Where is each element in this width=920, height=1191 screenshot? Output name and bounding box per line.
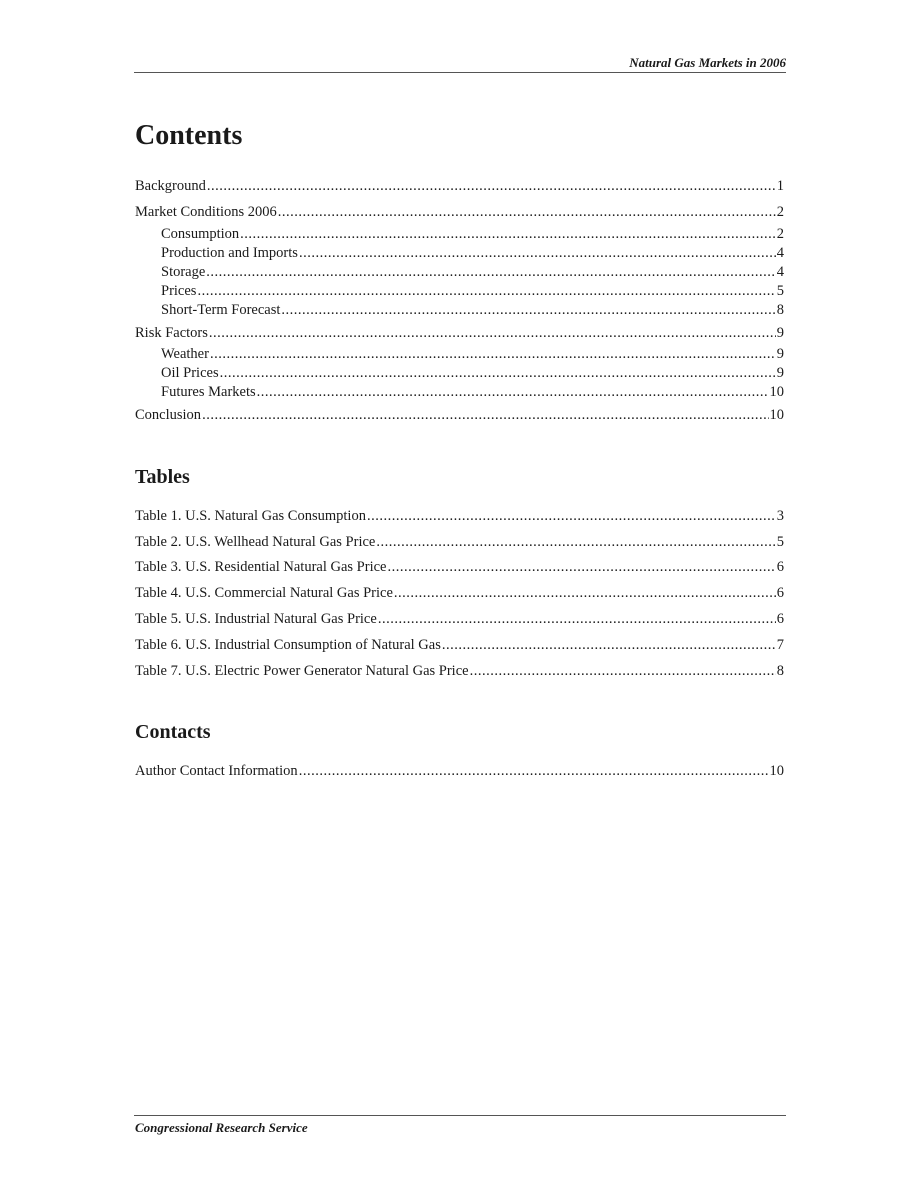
dot-leader	[207, 177, 776, 195]
toc-entry-prices[interactable]	[161, 282, 784, 300]
toc-label: Futures Markets	[161, 384, 256, 400]
table-entry-5[interactable]	[135, 610, 784, 628]
toc-entry-consumption[interactable]	[161, 225, 784, 243]
page-header	[134, 52, 786, 73]
dot-leader	[281, 301, 775, 319]
toc-page-number: 2	[776, 226, 784, 242]
table-entry-6[interactable]	[135, 636, 784, 654]
footer-org-name: Congressional Research Service	[135, 1120, 308, 1135]
toc-label: Table 7. U.S. Electric Power Generator Natural Gas Price	[135, 663, 469, 679]
toc-page-number: 9	[776, 346, 784, 362]
toc-label: Prices	[161, 283, 197, 299]
contents-heading: Contents	[135, 120, 243, 151]
running-title: Natural Gas Markets in 2006	[629, 55, 786, 70]
toc-page-number: 2	[776, 204, 784, 220]
toc-label: Table 5. U.S. Industrial Natural Gas Price	[135, 611, 377, 627]
dot-leader	[442, 636, 776, 654]
toc-page-number: 4	[776, 245, 784, 261]
table-entry-1[interactable]	[135, 507, 784, 525]
page-footer	[134, 1115, 786, 1135]
dot-leader	[394, 584, 776, 602]
toc-page-number: 6	[776, 585, 784, 601]
dot-leader	[257, 383, 769, 401]
dot-leader	[210, 345, 776, 363]
dot-leader	[220, 364, 776, 382]
toc-label: Storage	[161, 264, 206, 280]
toc-page-number: 5	[776, 534, 784, 550]
dot-leader	[209, 324, 776, 342]
dot-leader	[299, 244, 776, 262]
dot-leader	[378, 610, 776, 628]
toc-label: Production and Imports	[161, 245, 298, 261]
tables-heading: Tables	[135, 466, 190, 488]
toc-label: Table 3. U.S. Residential Natural Gas Price	[135, 559, 387, 575]
toc-entry-futures-markets[interactable]	[161, 383, 784, 401]
toc-entry-storage[interactable]	[161, 263, 784, 281]
table-entry-4[interactable]	[135, 584, 784, 602]
dot-leader	[387, 558, 775, 576]
dot-leader	[470, 662, 776, 680]
toc-entry-market-conditions[interactable]	[135, 203, 784, 221]
toc-entry-background[interactable]	[135, 177, 784, 195]
toc-label: Table 6. U.S. Industrial Consumption of Natural Gas	[135, 637, 441, 653]
toc-label: Short-Term Forecast	[161, 302, 281, 318]
table-entry-2[interactable]	[135, 533, 784, 551]
toc-label: Table 4. U.S. Commercial Natural Gas Price	[135, 585, 393, 601]
toc-page-number: 6	[776, 559, 784, 575]
toc-page-number: 10	[769, 407, 784, 423]
toc-label: Weather	[161, 346, 209, 362]
toc-label: Conclusion	[135, 407, 202, 423]
toc-page-number: 4	[776, 264, 784, 280]
toc-label: Author Contact Information	[135, 763, 298, 779]
toc-page-number: 6	[776, 611, 784, 627]
toc-label: Oil Prices	[161, 365, 219, 381]
toc-page-number: 7	[776, 637, 784, 653]
table-entry-3[interactable]	[135, 558, 784, 576]
toc-entry-production-imports[interactable]	[161, 244, 784, 262]
toc-page-number: 5	[776, 283, 784, 299]
toc-label: Background	[135, 178, 206, 194]
toc-label: Table 2. U.S. Wellhead Natural Gas Price	[135, 534, 376, 550]
table-entry-7[interactable]	[135, 662, 784, 680]
toc-page-number: 1	[776, 178, 784, 194]
dot-leader	[299, 762, 769, 780]
dot-leader	[197, 282, 775, 300]
toc-page-number: 9	[776, 365, 784, 381]
dot-leader	[206, 263, 775, 281]
toc-page-number: 10	[769, 384, 784, 400]
toc-label: Risk Factors	[135, 325, 208, 341]
dot-leader	[240, 225, 776, 243]
toc-label: Table 1. U.S. Natural Gas Consumption	[135, 508, 366, 524]
toc-entry-oil-prices[interactable]	[161, 364, 784, 382]
toc-entry-weather[interactable]	[161, 345, 784, 363]
toc-entry-short-term-forecast[interactable]	[161, 301, 784, 319]
toc-page-number: 9	[776, 325, 784, 341]
toc-entry-risk-factors[interactable]	[135, 324, 784, 342]
toc-label: Consumption	[161, 226, 240, 242]
toc-page-number: 10	[769, 763, 784, 779]
toc-page-number: 8	[776, 663, 784, 679]
toc-page-number: 3	[776, 508, 784, 524]
dot-leader	[367, 507, 776, 525]
dot-leader	[278, 203, 776, 221]
toc-page-number: 8	[776, 302, 784, 318]
contact-entry-author[interactable]	[135, 762, 784, 780]
toc-entry-conclusion[interactable]	[135, 406, 784, 424]
dot-leader	[202, 406, 768, 424]
contacts-heading: Contacts	[135, 721, 211, 743]
dot-leader	[376, 533, 775, 551]
toc-label: Market Conditions 2006	[135, 204, 277, 220]
